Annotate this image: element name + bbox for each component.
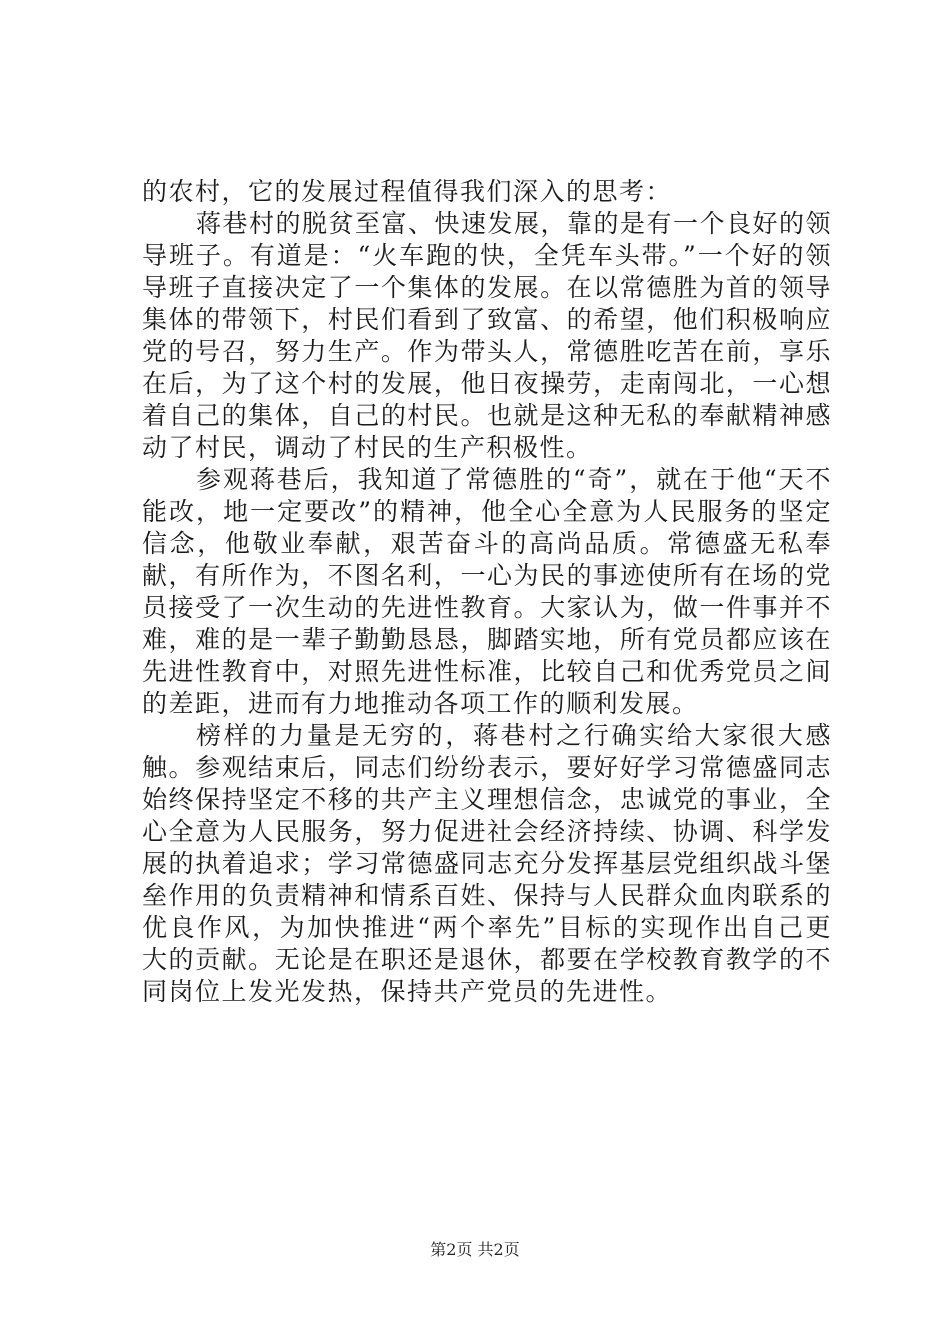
paragraph: 参观蒋巷后，我知道了常德胜的“奇”，就在于他“天不能改，地一定要改”的精神，他全心全意为人民服务的坚定信念，他敬业奉献，艰苦奋斗的高尚品质。常德盛无私奉献，有所作为，不图名利，一心为民的事迹使所有在场的党员接受了一次生动的先进性教育。大家认为，做一件事并不难，难的是一辈子勤勤恳恳，脚踏实地，所有党员都应该在先进性教育中，对照先进性标准，比较自己和优秀党员之间的差距，进而有力地推动各项工作的顺利发展。 (142, 465, 832, 718)
paragraph: 榜样的力量是无穷的，蒋巷村之行确实给大家很大感触。参观结束后，同志们纷纷表示，要好好学习常德盛同志始终保持坚定不移的共产主义理想信念，忠诚党的事业，全心全意为人民服务，努力促进社会经济持续、协调、科学发展的执着追求；学习常德盛同志充分发挥基层党组织战斗堡垒作用的负责精神和情系百姓、保持与人民群众血肉联系的优良作风，为加快推进“两个率先”目标的实现作出自己更大的贡献。无论是在职还是退休，都要在学校教育教学的不同岗位上发光发热，保持共产党员的先进性。 (142, 721, 832, 1006)
paragraph-continuation: 的农村，它的发展过程值得我们深入的思考： (142, 177, 673, 206)
page-number-footer: 第2页 共2页 (430, 1240, 520, 1259)
paragraph: 蒋巷村的脱贫至富、快速发展，靠的是有一个良好的领导班子。有道是：“火车跑的快，全凭车头带。”一个好的领导班子直接决定了一个集体的发展。在以常德胜为首的领导集体的带领下，村民们看到了致富、的希望，他们积极响应党的号召，努力生产。作为带头人，常德胜吃苦在前，享乐在后，为了这个村的发展，他日夜操劳，走南闯北，一心想着自己的集体，自己的村民。也就是这种无私的奉献精神感动了村民，调动了村民的生产积极性。 (142, 209, 833, 462)
document-body (142, 176, 832, 1008)
